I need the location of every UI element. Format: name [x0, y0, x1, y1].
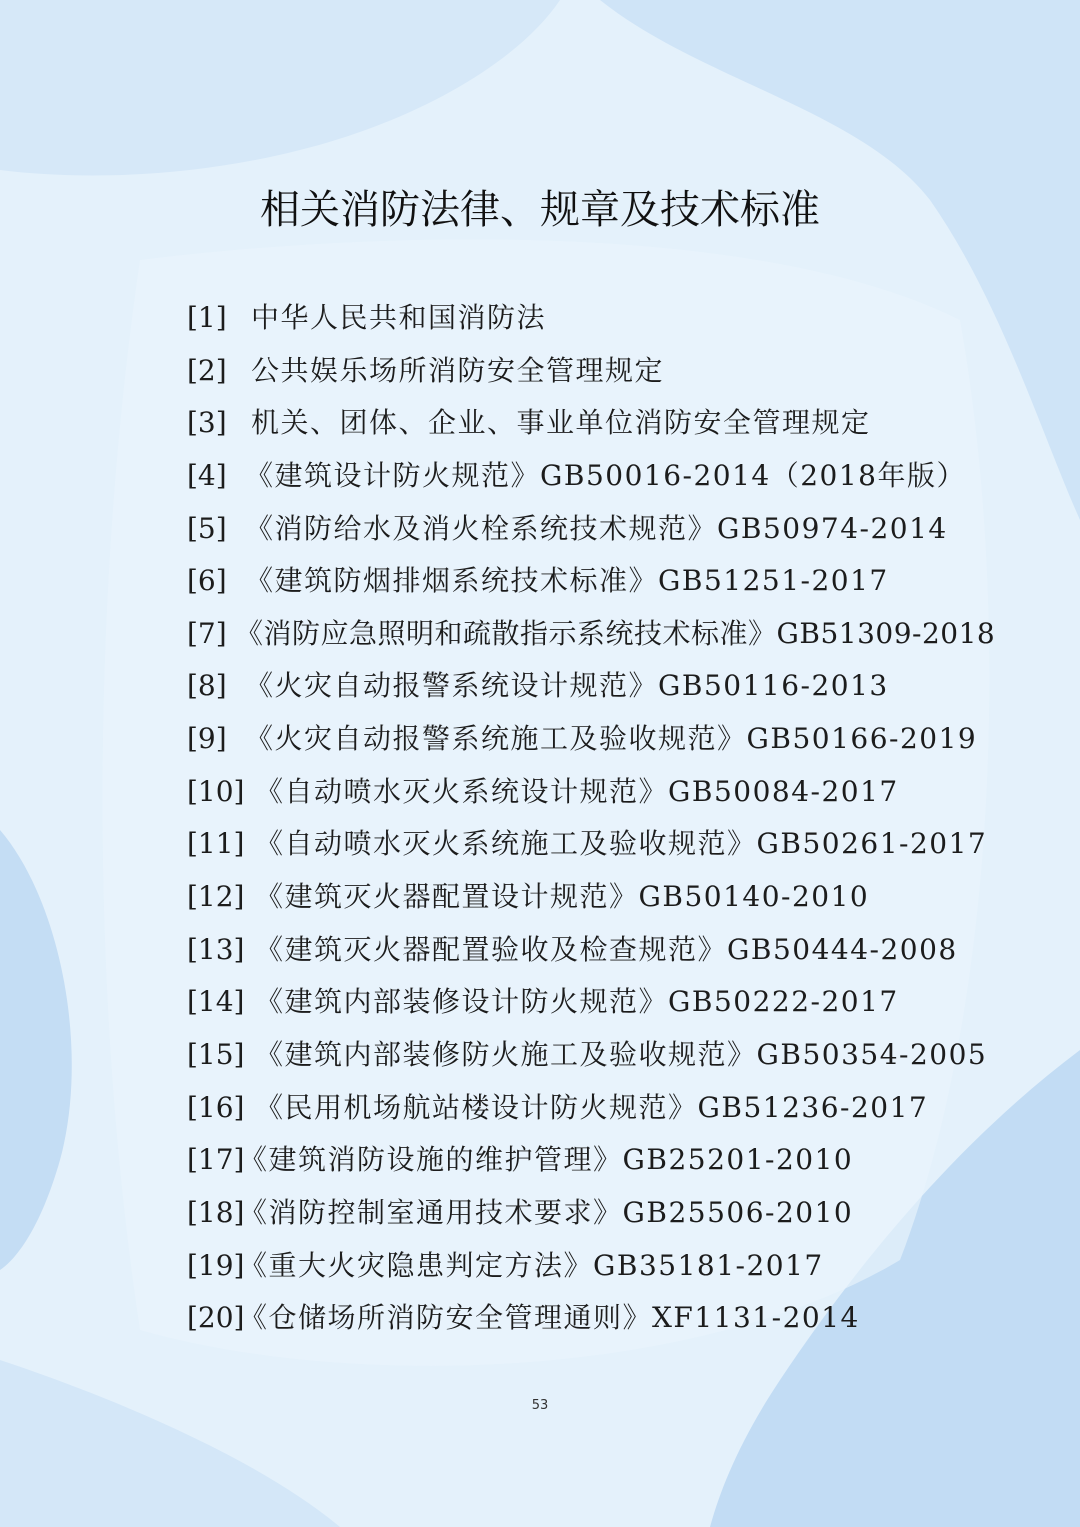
reference-number: [19] — [187, 1248, 245, 1282]
reference-number: [5] — [187, 511, 227, 545]
reference-title: 《自动喷水灭火系统施工及验收规范》GB50261-2017 — [255, 827, 988, 861]
reference-title: 《火灾自动报警系统施工及验收规范》GB50166-2019 — [245, 722, 978, 756]
list-item — [187, 1187, 987, 1240]
reference-list — [187, 292, 996, 1345]
reference-title: 《建筑灭火器配置设计规范》GB50140-2010 — [255, 880, 870, 914]
list-item — [187, 1134, 987, 1187]
list-item — [187, 397, 987, 450]
reference-title: 《建筑内部装修防火施工及验收规范》GB50354-2005 — [255, 1037, 988, 1071]
reference-number: [16] — [187, 1090, 245, 1124]
reference-number: [9] — [187, 722, 227, 756]
reference-number: [18] — [187, 1195, 245, 1229]
list-item — [187, 924, 987, 977]
reference-title: 《建筑设计防火规范》GB50016-2014（2018年版） — [245, 458, 966, 492]
page-number: 53 — [531, 1398, 549, 1413]
list-item — [187, 1082, 987, 1135]
reference-title: 《消防应急照明和疏散指示系统技术标准》GB51309-2018 — [235, 616, 996, 650]
reference-number: [13] — [187, 932, 245, 966]
reference-title: 《建筑灭火器配置验收及检查规范》GB50444-2008 — [255, 932, 958, 966]
reference-title: 《火灾自动报警系统设计规范》GB50116-2013 — [245, 669, 889, 703]
reference-number: [12] — [187, 880, 245, 914]
reference-title: 机关、团体、企业、事业单位消防安全管理规定 — [251, 406, 871, 440]
reference-title: 《消防给水及消火栓系统技术规范》GB50974-2014 — [245, 511, 948, 545]
reference-title: 公共娱乐场所消防安全管理规定 — [251, 353, 665, 387]
list-item — [187, 766, 987, 819]
reference-title: 《消防控制室通用技术要求》GB25506-2010 — [239, 1195, 854, 1229]
list-item — [187, 1029, 987, 1082]
list-item — [187, 1292, 987, 1345]
reference-number: [11] — [187, 827, 245, 861]
list-item — [187, 871, 987, 924]
list-item — [187, 503, 987, 556]
reference-title: 《自动喷水灭火系统设计规范》GB50084-2017 — [255, 774, 899, 808]
page-title: 相关消防法律、规章及技术标准 — [260, 187, 820, 233]
reference-number: [15] — [187, 1037, 245, 1071]
reference-number: [17] — [187, 1143, 245, 1177]
reference-number: [1] — [187, 301, 227, 334]
reference-title: 《建筑内部装修设计防火规范》GB50222-2017 — [255, 985, 899, 1019]
list-item — [187, 976, 987, 1029]
reference-number: [6] — [187, 564, 227, 598]
list-item — [187, 345, 987, 398]
reference-number: [10] — [187, 774, 245, 808]
list-item — [187, 608, 996, 661]
list-item — [187, 660, 987, 713]
list-item — [187, 713, 987, 766]
reference-title: 中华人民共和国消防法 — [251, 301, 547, 334]
list-item — [187, 292, 987, 345]
reference-title: 《仓储场所消防安全管理通则》XF1131-2014 — [239, 1301, 860, 1335]
reference-title: 《建筑防烟排烟系统技术标准》GB51251-2017 — [245, 564, 889, 598]
list-item — [187, 555, 987, 608]
reference-title: 《建筑消防设施的维护管理》GB25201-2010 — [239, 1143, 854, 1177]
list-item — [187, 818, 987, 871]
reference-number: [4] — [187, 458, 227, 492]
reference-number: [7] — [187, 616, 227, 650]
reference-number: [8] — [187, 669, 227, 703]
reference-number: [14] — [187, 985, 245, 1019]
reference-title: 《重大火灾隐患判定方法》GB35181-2017 — [239, 1248, 824, 1282]
reference-title: 《民用机场航站楼设计防火规范》GB51236-2017 — [255, 1090, 929, 1124]
list-item — [187, 1240, 987, 1293]
reference-number: [20] — [187, 1301, 245, 1335]
list-item — [187, 450, 987, 503]
reference-number: [2] — [187, 353, 227, 387]
reference-number: [3] — [187, 406, 227, 440]
